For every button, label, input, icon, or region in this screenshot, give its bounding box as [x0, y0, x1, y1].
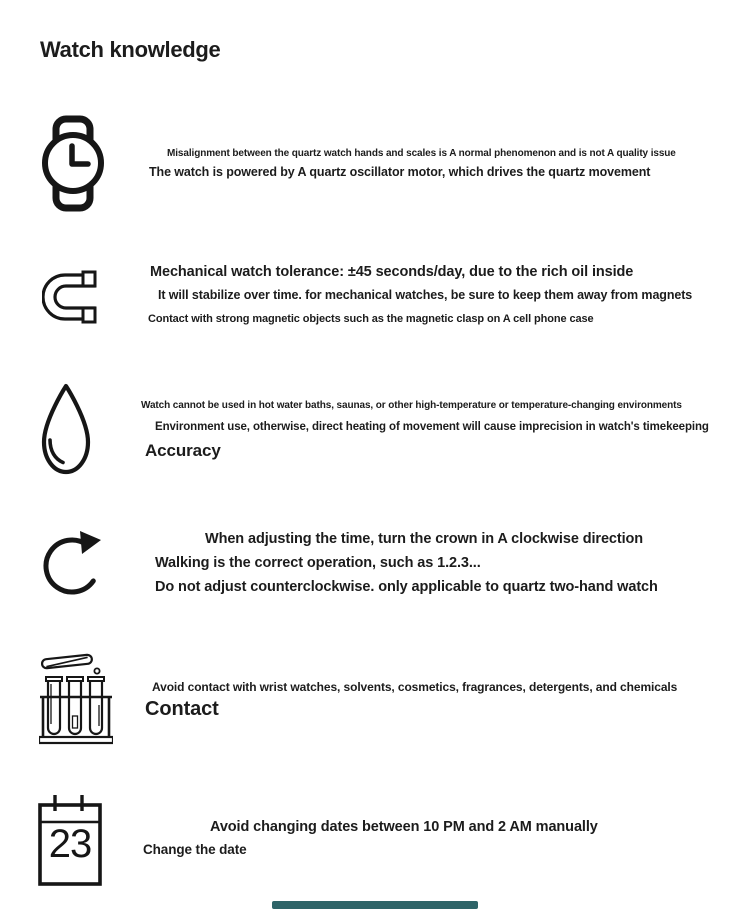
- heat-environment-line: Environment use, otherwise, direct heating of movement will cause imprecision in watch's timekeeping: [155, 421, 709, 433]
- date-warning-line: Avoid changing dates between 10 PM and 2 AM manually: [210, 819, 598, 835]
- magnet-icon: [42, 268, 100, 326]
- page-title: Watch knowledge: [40, 37, 221, 62]
- crown-walking-line: Walking is the correct operation, such as 1.2.3...: [155, 555, 481, 571]
- heat-warning-line: Watch cannot be used in hot water baths, saunas, or other high-temperature or temperature-changing environments: [141, 400, 682, 411]
- magnet-tolerance-line: Mechanical watch tolerance: ±45 seconds/day, due to the rich oil inside: [150, 264, 634, 280]
- chemicals-warning-line: Avoid contact with wrist watches, solvents, cosmetics, fragrances, detergents, and chemicals: [152, 680, 678, 694]
- test-tubes-icon: [39, 650, 113, 746]
- quartz-note-line: Misalignment between the quartz watch hands and scales is A normal phenomenon and is not A quality issue: [167, 148, 676, 159]
- crown-counterclockwise-line: Do not adjust counterclockwise. only applicable to quartz two-hand watch: [155, 579, 658, 595]
- accuracy-heading: Accuracy: [145, 441, 221, 460]
- contact-heading: Contact: [145, 698, 219, 720]
- quartz-main-line: The watch is powered by A quartz oscillator motor, which drives the quartz movement: [149, 165, 651, 179]
- wristwatch-icon: [42, 115, 104, 212]
- rotate-clockwise-icon: [42, 528, 108, 600]
- water-drop-icon: [40, 383, 92, 477]
- calendar-day: 23: [48, 822, 92, 866]
- magnet-contact-line: Contact with strong magnetic objects such as the magnetic clasp on A cell phone case: [148, 313, 594, 325]
- bottom-accent-bar: [272, 901, 478, 909]
- crown-clockwise-line: When adjusting the time, turn the crown in A clockwise direction: [205, 531, 644, 547]
- date-change-line: Change the date: [143, 842, 247, 857]
- magnet-stabilize-line: It will stabilize over time. for mechanical watches, be sure to keep them away from magnets: [158, 288, 693, 302]
